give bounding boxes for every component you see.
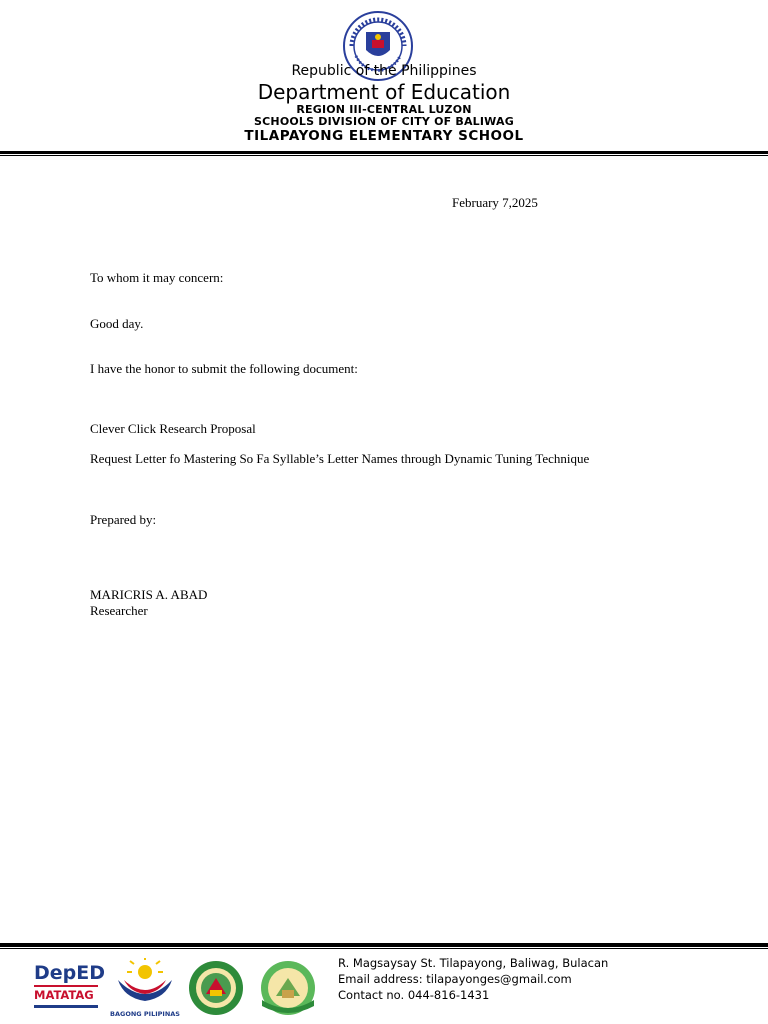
matatag-logo-text: MATATAG — [34, 988, 94, 1002]
intro-line: I have the honor to submit the following document: — [90, 361, 358, 376]
republic-line: Republic of the Philippines — [291, 63, 477, 79]
document-item: Clever Click Research Proposal — [90, 421, 256, 436]
signatory-title: Researcher — [90, 603, 148, 618]
greeting: Good day. — [90, 316, 144, 331]
school-seal-icon — [254, 960, 322, 1016]
bagong-pilipinas-logo — [110, 958, 180, 1016]
header-rule-thin — [0, 155, 768, 156]
deped-logo-text: DepED — [34, 962, 106, 984]
salutation: To whom it may concern: — [90, 270, 224, 285]
prepared-by-label: Prepared by: — [90, 512, 157, 527]
document-item: Request Letter fo Mastering So Fa Syllable’s Letter Names through Dynamic Tuning Technique — [90, 451, 590, 466]
footer-email: Email address: tilapayonges@gmail.com — [338, 972, 572, 986]
division-seal-icon — [184, 960, 248, 1016]
division-line: SCHOOLS DIVISION OF CITY OF BALIWAG — [254, 115, 514, 128]
department-title: Department of Education — [257, 80, 511, 104]
bagong-pilipinas-emblem-icon — [110, 958, 180, 1004]
footer-rule-thin — [0, 948, 768, 949]
school-name: TILAPAYONG ELEMENTARY SCHOOL — [244, 128, 524, 144]
footer-rule — [0, 943, 768, 947]
footer-contact-number: Contact no. 044-816-1431 — [338, 988, 490, 1002]
header-rule — [0, 151, 768, 154]
bagong-pilipinas-text: BAGONG PILIPINAS — [110, 1010, 180, 1018]
footer-contact-block — [338, 955, 608, 1003]
signatory-name: MARICRIS A. ABAD — [90, 587, 208, 602]
footer-address: R. Magsaysay St. Tilapayong, Baliwag, Bulacan — [338, 956, 609, 970]
region-line: REGION III-CENTRAL LUZON — [296, 103, 472, 116]
letter-date: February 7,2025 — [452, 195, 538, 210]
deped-matatag-logo — [34, 958, 106, 1014]
